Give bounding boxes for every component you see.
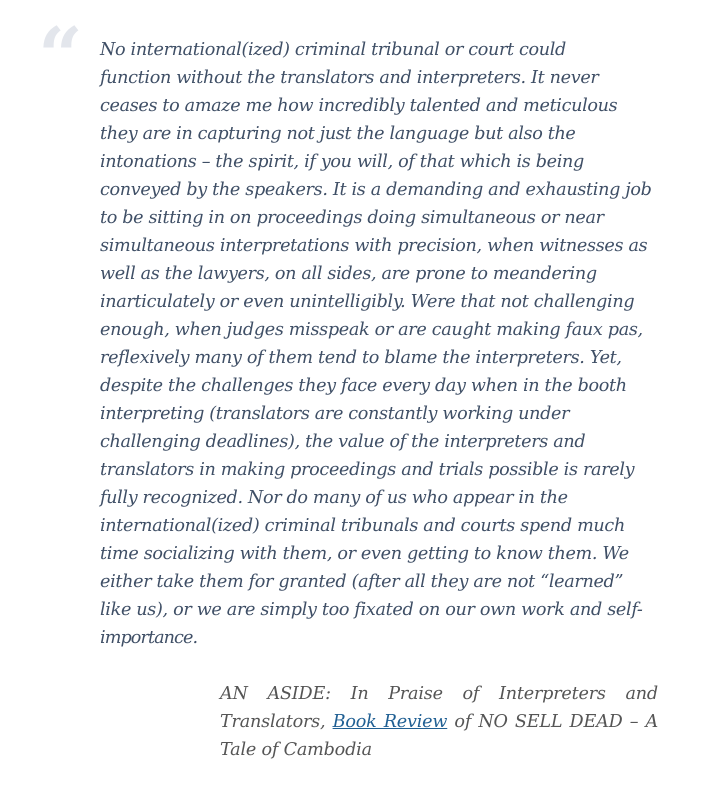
quote-line: like us), or we are simply too fixated on our own work and self- [100, 600, 643, 620]
attribution-text: AN ASIDE: In Praise of Interpreters and Translators, [220, 684, 658, 732]
quote-line: time socializing with them, or even getting to know them. We [100, 544, 629, 564]
quote-line: international(ized) criminal tribunals and courts spend much [100, 516, 625, 536]
quote-line: reflexively many of them tend to blame the interpreters. Yet, [100, 348, 622, 368]
quote-line: well as the lawyers, on all sides, are prone to meandering [100, 264, 597, 284]
quote-mark-icon: “ [38, 11, 83, 102]
quote-line: enough, when judges misspeak or are caught making faux pas, [100, 320, 643, 340]
quote-line: despite the challenges they face every day when in the booth [100, 376, 627, 396]
quote-line: interpreting (translators are constantly working under [100, 404, 570, 424]
quote-line: function without the translators and interpreters. It never [100, 68, 599, 88]
quote-line: simultaneous interpretations with precision, when witnesses as [100, 236, 648, 256]
attribution-text-end: of NO SELL DEAD – A Tale of Cambodia [220, 712, 658, 760]
quote-line: either take them for granted (after all they are not “learned” [100, 572, 624, 592]
quote-line: intonations – the spirit, if you will, of that which is being [100, 152, 584, 172]
quote-line: translators in making proceedings and trials possible is rarely [100, 460, 635, 480]
quote-line: importance. [100, 628, 198, 648]
quote-line: conveyed by the speakers. It is a demanding and exhausting job [100, 180, 652, 200]
quote-attribution [220, 680, 658, 764]
quote-line: they are in capturing not just the language but also the [100, 124, 576, 144]
quote-line: No international(ized) criminal tribunal or court could [100, 40, 566, 60]
quote-line: challenging deadlines), the value of the interpreters and [100, 432, 586, 452]
quote-line: fully recognized. Nor do many of us who appear in the [100, 488, 568, 508]
quote-line: ceases to amaze me how incredibly talented and meticulous [100, 96, 618, 116]
blockquote [100, 36, 680, 652]
quote-line: inarticulately or even unintelligibly. Were that not challenging [100, 292, 635, 312]
book-review-link[interactable]: Book Review [332, 712, 448, 732]
quote-line: to be sitting in on proceedings doing simultaneous or near [100, 208, 604, 228]
